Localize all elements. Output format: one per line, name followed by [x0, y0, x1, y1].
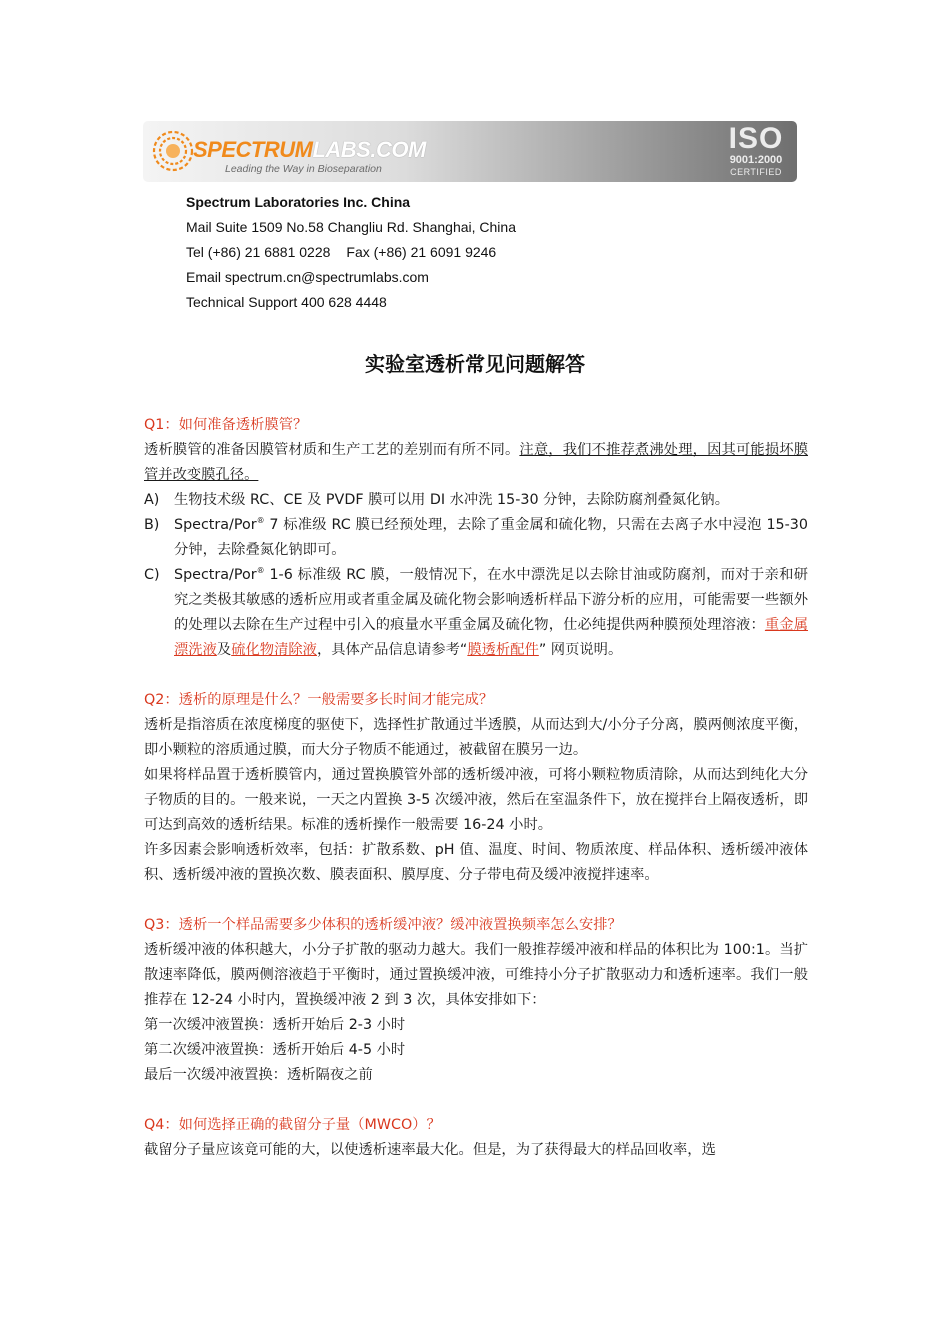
contact-block	[186, 190, 516, 315]
q3-schedule-2: 第二次缓冲液置换：透析开始后 4-5 小时	[144, 1042, 406, 1058]
tel: Tel (+86) 21 6881 0228	[186, 244, 331, 260]
q3-schedule-1: 第一次缓冲液置换：透析开始后 2-3 小时	[144, 1017, 406, 1033]
q2-paragraph-3: 许多因素会影响透析效率，包括：扩散系数、pH 值、温度、时间、物质浓度、样品体积、透析缓冲液体积、透析缓冲液的置换次数、膜表面积、膜厚度、分子带电荷及缓冲液搅拌速率。	[144, 842, 808, 883]
q2-paragraph-1: 透析是指溶质在浓度梯度的驱使下，选择性扩散通过半透膜，从而达到大/小分子分离，膜两侧浓度平衡，即小颗粒的溶质通过膜，而大分子物质不能通过，被截留在膜另一边。	[144, 717, 808, 758]
dialysis-accessories-link[interactable]: 膜透析配件	[467, 642, 539, 658]
q1-item-a: A) 生物技术级 RC、CE 及 PVDF 膜可以用 DI 水冲洗 15-30 分钟，去除防腐剂叠氮化钠。	[144, 492, 729, 508]
q4-paragraph-1: 截留分子量应该竟可能的大，以使透析速率最大化。但是，为了获得最大的样品回收率，选	[144, 1142, 716, 1158]
iso-certified: CERTIFIED	[730, 167, 782, 177]
brand-spectrum: SPECTRUM	[193, 137, 313, 162]
brand-wordmark	[193, 137, 426, 163]
q3-paragraph-1: 透析缓冲液的体积越大，小分子扩散的驱动力越大。我们一般推荐缓冲液和样品的体积比为 100:1。当扩散速率降低，膜两侧溶液趋于平衡时，通过置换缓冲液，可维持小分子扩散驱动力和透析速率。我们一般推荐在 12-24 小时内，置换缓冲液 2 到 3 次，具体安排如下：	[144, 942, 808, 1008]
heavy-metal-rinse-link[interactable]: 重金属漂洗液	[174, 617, 809, 658]
q1-item-b: B) Spectra/Por® 7 标准级 RC 膜已经预处理，去除了重金属和硫化物，只需在去离子水中浸泡 15-30 分钟，去除叠氮化钠即可。	[144, 516, 808, 558]
brand-labs: LABS.COM	[312, 137, 426, 162]
q1-intro: 透析膜管的准备因膜管材质和生产工艺的差别而有所不同。注意，我们不推荐煮沸处理，因其可能损坏膜管并改变膜孔径。	[144, 442, 809, 483]
support-line: Technical Support 400 628 4448	[186, 294, 387, 310]
page-title: 实验室透析常见问题解答	[365, 352, 585, 376]
iso-title: ISO	[728, 122, 784, 155]
q4-question: Q4：如何选择正确的截留分子量（MWCO）？	[144, 1117, 441, 1133]
header-banner	[143, 121, 797, 182]
q1-question: Q1：如何准备透析膜管？	[144, 417, 308, 433]
email-line: Email spectrum.cn@spectrumlabs.com	[186, 269, 429, 285]
q2-question: Q2：透析的原理是什么？一般需要多长时间才能完成？	[144, 692, 494, 708]
company-name: Spectrum Laboratories Inc. China	[186, 194, 411, 210]
iso-badge	[721, 123, 791, 178]
q3-question: Q3：透析一个样品需要多少体积的透析缓冲液？缓冲液置换频率怎么安排？	[144, 917, 622, 933]
q1-warning: 注意，我们不推荐煮沸处理，因其可能损坏膜管并改变膜孔径。	[144, 442, 809, 483]
brand-tagline: Leading the Way in Bioseparation	[225, 163, 382, 175]
q1-item-c: C) Spectra/Por® 1-6 标准级 RC 膜，一般情况下，在水中漂洗足以去除甘油或防腐剂，而对于亲和研究之类极其敏感的透析应用或者重金属及硫化物会影响透析样品下游分析的应用，可能需要一些额外的处理以去除在生产过程中引入的痕量水平重金属及硫化物，仕必纯提供两种膜预处理溶液：重金属漂洗液及硫化物清除液，具体产品信息请参考“膜透析配件” 网页说明。	[144, 566, 809, 658]
spectrum-sun-logo-icon	[149, 127, 197, 175]
faq-content	[144, 413, 808, 1163]
iso-number: 9001:2000	[729, 154, 783, 166]
address-line: Mail Suite 1509 No.58 Changliu Rd. Shanghai, China	[186, 219, 516, 235]
fax: Fax (+86) 21 6091 9246	[346, 244, 497, 260]
q2-paragraph-2: 如果将样品置于透析膜管内，通过置换膜管外部的透析缓冲液，可将小颗粒物质清除，从而达到纯化大分子物质的目的。一般来说，一天之内置换 3-5 次缓冲液，然后在室温条件下，放在搅拌台上隔夜透析，即可达到高效的透析结果。标准的透析操作一般需要 16-24 小时。	[144, 767, 808, 833]
q3-schedule-3: 最后一次缓冲液置换：透析隔夜之前	[144, 1067, 373, 1083]
phone-line	[186, 240, 516, 265]
sulfide-remover-link[interactable]: 硫化物清除液	[231, 642, 317, 658]
